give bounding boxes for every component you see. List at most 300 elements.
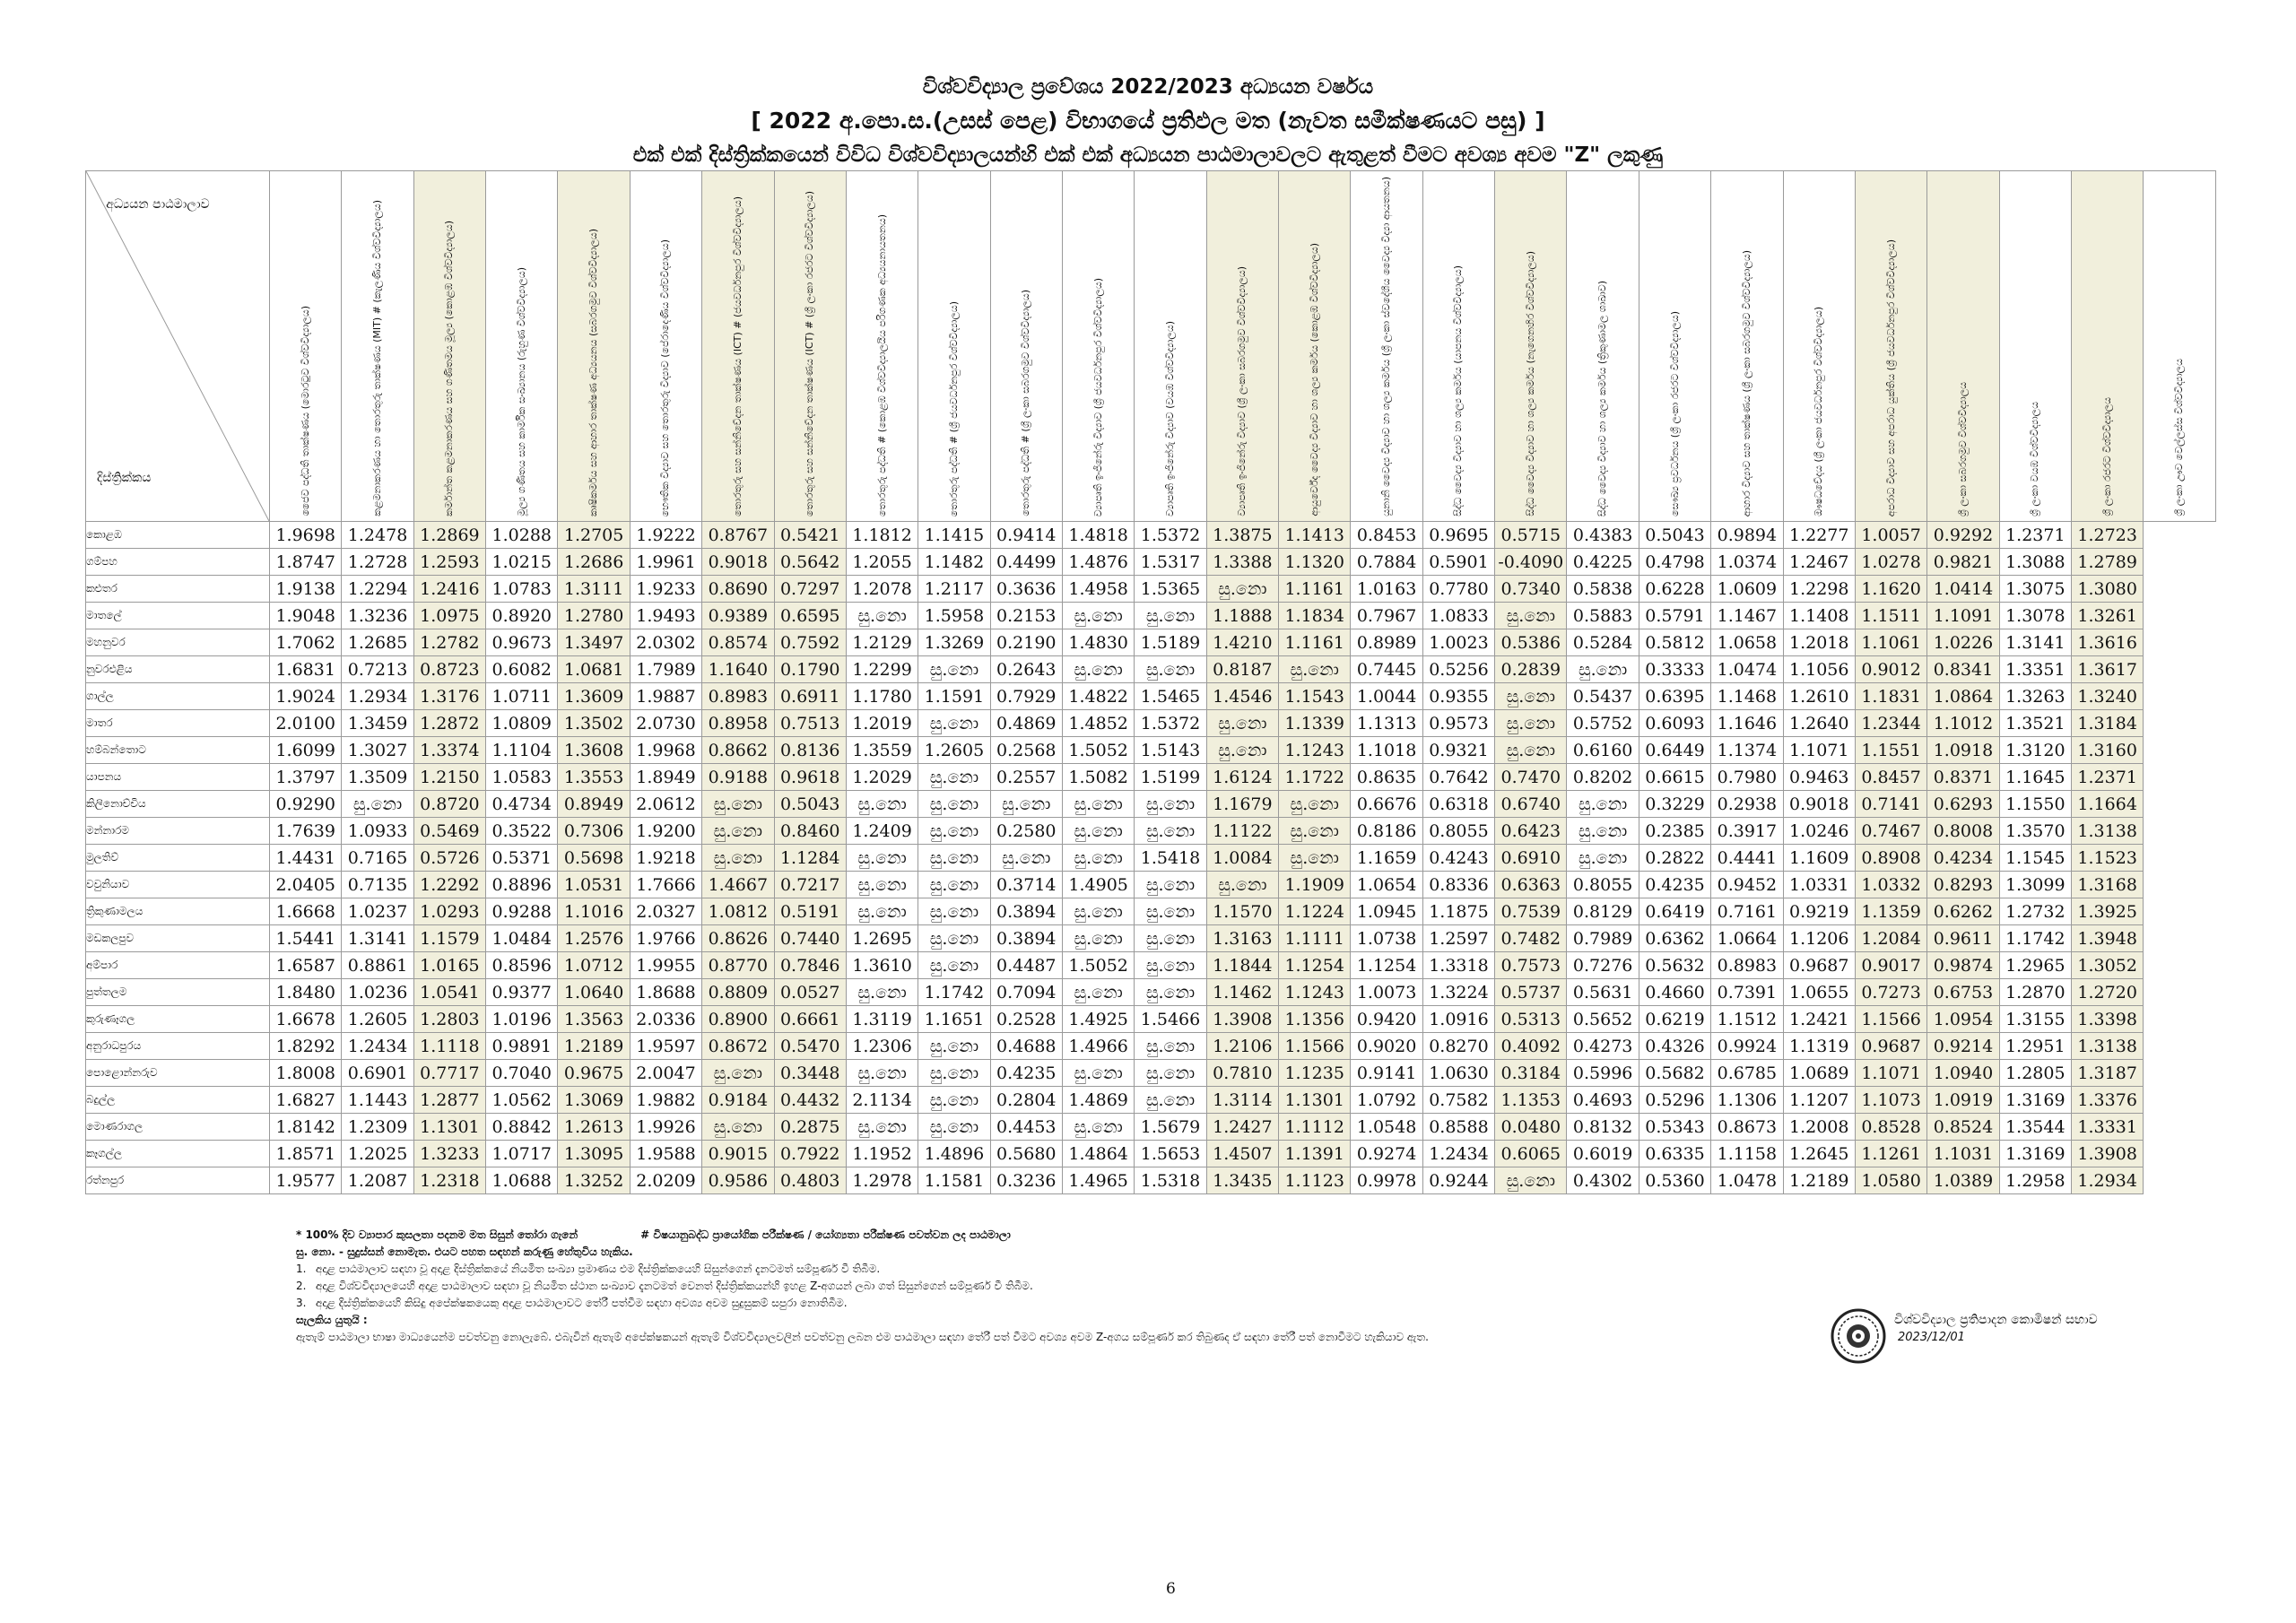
column-header <box>1422 171 1494 522</box>
z-score-cell: 1.2084 <box>1855 925 1926 952</box>
z-score-cell: 0.2190 <box>990 629 1062 656</box>
z-score-cell: සු.නො <box>918 952 990 979</box>
z-score-cell: සු.නො <box>1135 1060 1206 1087</box>
z-score-cell: 0.9618 <box>774 764 846 791</box>
z-score-cell: 1.2803 <box>413 1006 485 1033</box>
z-score-cell: සු.නො <box>1062 1114 1134 1141</box>
z-score-cell: 1.2189 <box>558 1033 630 1060</box>
z-score-cell: 1.0474 <box>1711 656 1783 683</box>
z-score-cell: 0.8958 <box>702 710 774 737</box>
z-score-cell: 1.3553 <box>558 764 630 791</box>
column-header-label: ආහාර විද්‍යාව සහ තාක්ෂණය (ශ්‍රී ලංකා සබරගමුව විශ්වවිද්‍යාලය) <box>1740 249 1752 516</box>
z-score-cell: 1.1467 <box>1711 603 1783 629</box>
z-score-cell: 1.0583 <box>486 764 558 791</box>
column-header <box>1783 171 1855 522</box>
z-score-cell: 0.6363 <box>1495 872 1567 898</box>
z-score-cell: -0.4090 <box>1495 549 1567 576</box>
z-score-cell: 1.2723 <box>2071 522 2143 549</box>
z-score-cell: 1.1207 <box>1783 1087 1855 1114</box>
z-score-cell: 1.3119 <box>846 1006 918 1033</box>
corner-diagonal-line <box>86 171 270 522</box>
district-name: මඩකලපුව <box>86 925 270 952</box>
z-score-cell: 1.3141 <box>1999 629 2071 656</box>
z-score-cell: 1.5199 <box>1135 764 1206 791</box>
z-score-cell: 1.1834 <box>1279 603 1351 629</box>
z-score-cell: 0.8055 <box>1422 818 1494 845</box>
z-score-cell: 0.8720 <box>413 791 485 818</box>
district-name: වවුනියාව <box>86 872 270 898</box>
z-score-cell: 0.9586 <box>702 1167 774 1194</box>
z-score-cell: 0.3917 <box>1711 818 1783 845</box>
z-score-cell: 1.5679 <box>1135 1114 1206 1141</box>
z-score-cell: 1.1579 <box>413 925 485 952</box>
z-score-cell: 1.2576 <box>558 925 630 952</box>
z-score-cell: සු.නො <box>1206 710 1278 737</box>
z-score-cell: සු.නො <box>846 791 918 818</box>
z-score-cell: 1.5189 <box>1135 629 1206 656</box>
z-score-cell: 1.3318 <box>1422 952 1494 979</box>
z-score-cell: 0.3522 <box>486 818 558 845</box>
z-score-cell: 1.2958 <box>1999 1167 2071 1194</box>
z-score-cell: 1.1320 <box>1279 549 1351 576</box>
note-number: 3. <box>296 1297 307 1309</box>
z-score-cell: 1.2593 <box>413 549 485 576</box>
z-score-cell: 0.2557 <box>990 764 1062 791</box>
z-score-cell: 0.8896 <box>486 872 558 898</box>
z-score-cell: 0.6911 <box>774 683 846 710</box>
z-score-cell: 1.2872 <box>413 710 485 737</box>
z-score-cell: 1.3240 <box>2071 683 2143 710</box>
z-score-cell: 0.7161 <box>1711 898 1783 925</box>
z-score-cell: සු.නො <box>1495 710 1567 737</box>
z-score-cell: 0.8460 <box>774 818 846 845</box>
z-score-cell: 0.7273 <box>1855 979 1926 1006</box>
district-name: ගාල්ල <box>86 683 270 710</box>
z-score-cell: 1.0975 <box>413 603 485 629</box>
z-score-cell: 0.8453 <box>1351 522 1422 549</box>
z-score-cell: සු.නො <box>1062 818 1134 845</box>
z-score-cell: 1.9887 <box>630 683 701 710</box>
z-score-cell: 1.9698 <box>270 522 342 549</box>
z-score-cell: 1.5958 <box>918 603 990 629</box>
z-score-cell: 1.5465 <box>1135 683 1206 710</box>
table-row <box>86 1141 2216 1167</box>
z-score-cell: 1.2478 <box>342 522 413 549</box>
z-score-cell: 1.2029 <box>846 764 918 791</box>
z-score-cell: සු.නො <box>1279 818 1351 845</box>
z-score-cell: 1.2686 <box>558 549 630 576</box>
z-score-cell: 0.5043 <box>1639 522 1710 549</box>
district-name: ගම්පහ <box>86 549 270 576</box>
z-score-cell: 0.9321 <box>1422 737 1494 764</box>
z-score-cell: සු.නො <box>702 1060 774 1087</box>
z-score-cell: 1.1073 <box>1855 1087 1926 1114</box>
z-score-cell: 1.6099 <box>270 737 342 764</box>
z-score-cell: 1.1391 <box>1279 1141 1351 1167</box>
z-score-cell: 0.3229 <box>1639 791 1710 818</box>
z-score-cell: 1.1831 <box>1855 683 1926 710</box>
z-score-cell: 0.8055 <box>1567 872 1639 898</box>
z-score-cell: 1.1543 <box>1279 683 1351 710</box>
z-score-cell: 1.1570 <box>1206 898 1278 925</box>
column-header-label: තොරතුරු සහ සන්නිවේදන තාක්ෂණය (ICT) # (ජයවර්ධනපුර විශ්වවිද්‍යාලය) <box>731 195 744 516</box>
note-item <box>296 1295 1695 1312</box>
z-score-cell: 1.4876 <box>1062 549 1134 576</box>
z-score-cell: 1.2720 <box>2071 979 2143 1006</box>
z-score-cell: සු.නො <box>846 1114 918 1141</box>
z-score-cell: සු.නො <box>846 1060 918 1087</box>
z-score-cell: 1.1158 <box>1711 1141 1783 1167</box>
z-score-cell: 0.8341 <box>1927 656 1999 683</box>
z-score-cell: 0.7445 <box>1351 656 1422 683</box>
z-score-cell: 1.1812 <box>846 522 918 549</box>
z-score-cell: 1.4966 <box>1062 1033 1134 1060</box>
z-score-cell: 1.9048 <box>270 603 342 629</box>
z-score-cell: 1.0478 <box>1711 1167 1783 1194</box>
column-header-label: තොරතුරු සහ සන්නිවේදන තාක්ෂණය (ICT) # (ශ්‍රී ලංකා රජරට විශ්වවිද්‍යාලය) <box>804 190 816 516</box>
z-score-cell: සු.නො <box>1135 925 1206 952</box>
z-score-cell: 1.5441 <box>270 925 342 952</box>
z-score-cell: 0.8596 <box>486 952 558 979</box>
z-score-cell: 1.6678 <box>270 1006 342 1033</box>
z-score-cell: 1.3388 <box>1206 549 1278 576</box>
z-score-cell: සු.නො <box>918 898 990 925</box>
z-score-cell: 0.9414 <box>990 522 1062 549</box>
z-score-cell: 0.8673 <box>1711 1114 1783 1141</box>
z-score-cell: සු.නො <box>1567 845 1639 872</box>
z-score-cell: 0.8186 <box>1351 818 1422 845</box>
z-score-cell: සු.නො <box>918 791 990 818</box>
z-score-cell: 0.9188 <box>702 764 774 791</box>
z-score-cell: සු.නො <box>1135 872 1206 898</box>
z-score-cell: 0.9018 <box>1783 791 1855 818</box>
z-score-cell: 1.4905 <box>1062 872 1134 898</box>
z-score-cell: සු.නො <box>990 791 1062 818</box>
z-score-cell: 1.0809 <box>486 710 558 737</box>
table-row <box>86 791 2216 818</box>
z-score-cell: 1.2597 <box>1422 925 1494 952</box>
table-row <box>86 979 2216 1006</box>
z-score-cell: 1.8142 <box>270 1114 342 1141</box>
z-score-cell: 1.1071 <box>1783 737 1855 764</box>
z-score-cell: 0.7922 <box>774 1141 846 1167</box>
z-score-cell: 0.8574 <box>702 629 774 656</box>
z-score-cell: 1.1339 <box>1279 710 1351 737</box>
z-score-cell: 1.4896 <box>918 1141 990 1167</box>
table-row <box>86 1114 2216 1141</box>
z-score-cell: 1.2421 <box>1783 1006 1855 1033</box>
z-score-cell: 1.2645 <box>1783 1141 1855 1167</box>
z-score-cell: 1.1306 <box>1711 1087 1783 1114</box>
z-score-cell: 1.5372 <box>1135 710 1206 737</box>
z-score-cell: සු.නො <box>1206 576 1278 603</box>
z-score-cell: 0.5715 <box>1495 522 1567 549</box>
z-score-cell: 0.7967 <box>1351 603 1422 629</box>
z-score-cell: 1.1356 <box>1279 1006 1351 1033</box>
z-score-cell: 1.0954 <box>1927 1006 1999 1033</box>
z-score-cell: 1.1122 <box>1206 818 1278 845</box>
z-score-cell: 0.8983 <box>702 683 774 710</box>
z-score-cell: 1.0609 <box>1711 576 1783 603</box>
z-score-cell: 0.7592 <box>774 629 846 656</box>
district-name: බදුල්ල <box>86 1087 270 1114</box>
z-score-cell: 1.0640 <box>558 979 630 1006</box>
z-score-cell: 1.8480 <box>270 979 342 1006</box>
z-score-cell: 0.4734 <box>486 791 558 818</box>
district-name: කොළඹ <box>86 522 270 549</box>
z-score-cell: 1.3609 <box>558 683 630 710</box>
note-item <box>296 1278 1695 1295</box>
z-score-cell: 1.3559 <box>846 737 918 764</box>
z-score-cell: 1.1550 <box>1999 791 2071 818</box>
table-row <box>86 576 2216 603</box>
district-name: ත්‍රිකුණාමලය <box>86 898 270 925</box>
z-score-cell: සු.නො <box>1062 925 1134 952</box>
z-score-cell: 1.3120 <box>1999 737 2071 764</box>
z-score-cell: 0.8842 <box>486 1114 558 1141</box>
z-score-cell: 0.9452 <box>1711 872 1783 898</box>
z-score-cell: 1.3099 <box>1999 872 2071 898</box>
column-header-label: ශ්‍රී ලංකා ඌව වෙල්ලස්ස විශ්වවිද්‍යාලය <box>2173 359 2186 516</box>
z-score-cell: 1.7989 <box>630 656 701 683</box>
table-row <box>86 549 2216 576</box>
z-score-cell: 0.6318 <box>1422 791 1494 818</box>
z-score-cell: 1.2106 <box>1206 1033 1278 1060</box>
column-header <box>413 171 485 522</box>
z-score-cell: 1.2605 <box>918 737 990 764</box>
z-score-cell: සු.නො <box>1135 952 1206 979</box>
z-score-cell: 1.9577 <box>270 1167 342 1194</box>
z-score-cell: 1.2371 <box>1999 522 2071 549</box>
table-row <box>86 603 2216 629</box>
z-score-cell: 0.7482 <box>1495 925 1567 952</box>
z-score-cell: 1.2610 <box>1783 683 1855 710</box>
z-score-cell: 0.5737 <box>1495 979 1567 1006</box>
z-score-cell: 1.5365 <box>1135 576 1206 603</box>
table-header-row <box>86 171 2216 522</box>
z-score-cell: 1.3459 <box>342 710 413 737</box>
z-score-cell: 1.2869 <box>413 522 485 549</box>
z-score-cell: 1.9961 <box>630 549 701 576</box>
table-row <box>86 764 2216 791</box>
z-score-cell: 0.7929 <box>990 683 1062 710</box>
z-score-cell: 1.8747 <box>270 549 342 576</box>
z-score-cell: 2.0100 <box>270 710 342 737</box>
z-score-cell: 1.3027 <box>342 737 413 764</box>
z-score-cell: 1.9882 <box>630 1087 701 1114</box>
z-score-cell: 1.2951 <box>1999 1033 2071 1060</box>
z-score-cell: 1.2150 <box>413 764 485 791</box>
z-score-cell: 2.0047 <box>630 1060 701 1087</box>
z-score-cell: 0.1790 <box>774 656 846 683</box>
z-score-cell: 0.7989 <box>1567 925 1639 952</box>
z-score-cell: 0.7582 <box>1422 1087 1494 1114</box>
district-name: පොළොන්නරුව <box>86 1060 270 1087</box>
z-score-cell: 1.1061 <box>1855 629 1926 656</box>
z-score-cell: 0.6293 <box>1927 791 1999 818</box>
z-score-cell: 1.0681 <box>558 656 630 683</box>
z-score-cell: 0.9894 <box>1711 522 1783 549</box>
z-score-cell: 1.1123 <box>1279 1167 1351 1194</box>
district-name: අම්පාර <box>86 952 270 979</box>
z-score-cell: 1.0165 <box>413 952 485 979</box>
z-score-cell: 1.1620 <box>1855 576 1926 603</box>
table-row <box>86 656 2216 683</box>
z-score-cell: 1.2344 <box>1855 710 1926 737</box>
z-score-cell: 0.8457 <box>1855 764 1926 791</box>
table-row <box>86 872 2216 898</box>
z-score-cell: 0.2822 <box>1639 845 1710 872</box>
z-score-cell: 1.3184 <box>2071 710 2143 737</box>
z-score-cell: 0.6423 <box>1495 818 1567 845</box>
z-score-cell: 0.5631 <box>1567 979 1639 1006</box>
z-score-cell: 1.0940 <box>1927 1060 1999 1087</box>
z-score-cell: 1.1581 <box>918 1167 990 1194</box>
z-score-cell: සු.නො <box>918 1114 990 1141</box>
z-score-cell: 1.0792 <box>1351 1087 1422 1114</box>
z-score-cell: 0.7513 <box>774 710 846 737</box>
z-score-cell: 1.1243 <box>1279 979 1351 1006</box>
z-score-cell: 0.4499 <box>990 549 1062 576</box>
column-header-label: සිද්ධ වෛද්‍ය විද්‍යාව හා ශල්‍ය කර්මය (නැගෙනහිර විශ්වවිද්‍යාලය) <box>1524 251 1536 516</box>
column-header <box>1999 171 2071 522</box>
z-score-cell: 1.1104 <box>486 737 558 764</box>
z-score-cell: 0.9463 <box>1783 764 1855 791</box>
z-score-cell: 1.2934 <box>342 683 413 710</box>
z-score-cell: 1.1235 <box>1279 1060 1351 1087</box>
z-score-cell: 1.4869 <box>1062 1087 1134 1114</box>
z-score-cell: සු.නො <box>1279 656 1351 683</box>
z-score-cell: 1.2695 <box>846 925 918 952</box>
z-score-cell: 1.3263 <box>1999 683 2071 710</box>
z-score-cell: සු.නො <box>1062 791 1134 818</box>
z-score-cell: 0.3333 <box>1639 656 1710 683</box>
z-score-cell: සු.නො <box>918 872 990 898</box>
z-score-cell: 1.3948 <box>2071 925 2143 952</box>
z-score-cell: 1.1254 <box>1351 952 1422 979</box>
z-score-cell: 0.9695 <box>1422 522 1494 549</box>
z-score-cell: 1.8688 <box>630 979 701 1006</box>
z-score-cell: 1.2613 <box>558 1114 630 1141</box>
z-score-cell: 1.1566 <box>1855 1006 1926 1033</box>
z-score-cell: සු.නො <box>1495 737 1567 764</box>
z-score-cell: සු.නො <box>342 791 413 818</box>
z-score-cell: 1.4210 <box>1206 629 1278 656</box>
z-score-cell: 1.0236 <box>342 979 413 1006</box>
z-score-cell: 2.0730 <box>630 710 701 737</box>
z-score-cell: සු.නො <box>1135 603 1206 629</box>
z-score-cell: සු.නො <box>1495 603 1567 629</box>
district-name: අනුරාධපුරය <box>86 1033 270 1060</box>
z-score-cell: 0.8129 <box>1567 898 1639 925</box>
column-header <box>1855 171 1926 522</box>
z-score-cell: 1.3078 <box>1999 603 2071 629</box>
table-row <box>86 898 2216 925</box>
z-score-cell: 1.3570 <box>1999 818 2071 845</box>
z-score-cell: 1.8949 <box>630 764 701 791</box>
z-score-cell: 1.2467 <box>1783 549 1855 576</box>
z-score-cell: සු.නො <box>702 791 774 818</box>
z-score-cell: 0.6160 <box>1567 737 1639 764</box>
z-score-cell: සු.නො <box>918 656 990 683</box>
z-score-cell: 1.1742 <box>1999 925 2071 952</box>
z-score-cell: 1.3080 <box>2071 576 2143 603</box>
z-score-cell: 0.2804 <box>990 1087 1062 1114</box>
z-score-cell: 1.3617 <box>2071 656 2143 683</box>
z-score-cell: 0.2153 <box>990 603 1062 629</box>
z-score-cell: සු.නො <box>1567 818 1639 845</box>
z-score-cell: 0.8293 <box>1927 872 1999 898</box>
z-score-cell: 0.5680 <box>990 1141 1062 1167</box>
z-score-cell: 1.2732 <box>1999 898 2071 925</box>
z-score-cell: 0.8662 <box>702 737 774 764</box>
district-name: මුලතිව් <box>86 845 270 872</box>
z-score-cell: 0.5296 <box>1639 1087 1710 1114</box>
z-score-cell: 1.1780 <box>846 683 918 710</box>
z-score-cell: 1.3095 <box>558 1141 630 1167</box>
z-score-cell: 0.4092 <box>1495 1033 1567 1060</box>
z-score-cell: 1.4546 <box>1206 683 1278 710</box>
z-score-cell: 1.0783 <box>486 576 558 603</box>
z-score-cell: 1.2129 <box>846 629 918 656</box>
z-score-cell: 0.4302 <box>1567 1167 1639 1194</box>
column-header <box>270 171 342 522</box>
note-number: 1. <box>296 1263 307 1275</box>
z-score-cell: 0.6335 <box>1639 1141 1710 1167</box>
z-score-cell: 1.1161 <box>1279 629 1351 656</box>
z-score-cell: 0.9573 <box>1422 710 1494 737</box>
z-score-cell: 0.9924 <box>1711 1033 1783 1060</box>
z-score-cell: 1.0044 <box>1351 683 1422 710</box>
table-row <box>86 1033 2216 1060</box>
z-score-cell: 1.0163 <box>1351 576 1422 603</box>
district-name: මාතලේ <box>86 603 270 629</box>
z-score-cell: 0.9673 <box>486 629 558 656</box>
z-score-cell: සු.නො <box>1567 656 1639 683</box>
table-row <box>86 737 2216 764</box>
z-score-cell: 1.1609 <box>1783 845 1855 872</box>
column-header <box>846 171 918 522</box>
z-score-cell: 0.4235 <box>990 1060 1062 1087</box>
z-score-cell: 1.1651 <box>918 1006 990 1033</box>
hash-note: # විෂයානුබද්ධ ප්‍රායෝගික පරීක්ෂණ / යෝග්‍යතා පරීක්ෂණ පවත්වන ලද පාඨමාලා <box>640 1228 1011 1241</box>
z-score-cell: 1.2277 <box>1783 522 1855 549</box>
column-header-label: ආයුර්වේද වෛද්‍ය විද්‍යාව හා ශල්‍ය කර්මය (කොළඹ විශ්වවිද්‍යාලය) <box>1308 243 1320 516</box>
z-score-cell: 0.9874 <box>1927 952 1999 979</box>
z-score-cell: 0.7467 <box>1855 818 1926 845</box>
column-header-label: ශ්‍රී ලංකා රජරට විශ්වවිද්‍යාලය <box>2100 397 2113 516</box>
z-score-cell: 0.7217 <box>774 872 846 898</box>
z-score-cell: 1.4830 <box>1062 629 1134 656</box>
z-score-cell: සු.නො <box>1495 683 1567 710</box>
table-row <box>86 1167 2216 1194</box>
z-score-cell: 0.2875 <box>774 1114 846 1141</box>
z-score-cell: 1.1301 <box>413 1114 485 1141</box>
table-row <box>86 1087 2216 1114</box>
z-score-cell: 0.6615 <box>1639 764 1710 791</box>
z-score-cell: 0.3714 <box>990 872 1062 898</box>
column-header-label: සෞඛ්‍ය ප්‍රවර්ධනය (ශ්‍රී ලංකා රජරට විශ්වවිද්‍යාලය) <box>1668 311 1681 516</box>
z-score-cell: 1.2434 <box>1422 1141 1494 1167</box>
z-score-cell: 1.6827 <box>270 1087 342 1114</box>
z-score-cell: 1.3331 <box>2071 1114 2143 1141</box>
table-row <box>86 1006 2216 1033</box>
z-score-cell: 1.3138 <box>2071 1033 2143 1060</box>
z-score-cell: සු.නො <box>1062 603 1134 629</box>
column-header-label: තොරතුරු පද්ධති # (ශ්‍රී ලංකා සබරගමුව විශ්වවිද්‍යාලය) <box>1020 290 1032 516</box>
z-score-cell: 1.1523 <box>2071 845 2143 872</box>
z-score-cell: 0.6228 <box>1639 576 1710 603</box>
